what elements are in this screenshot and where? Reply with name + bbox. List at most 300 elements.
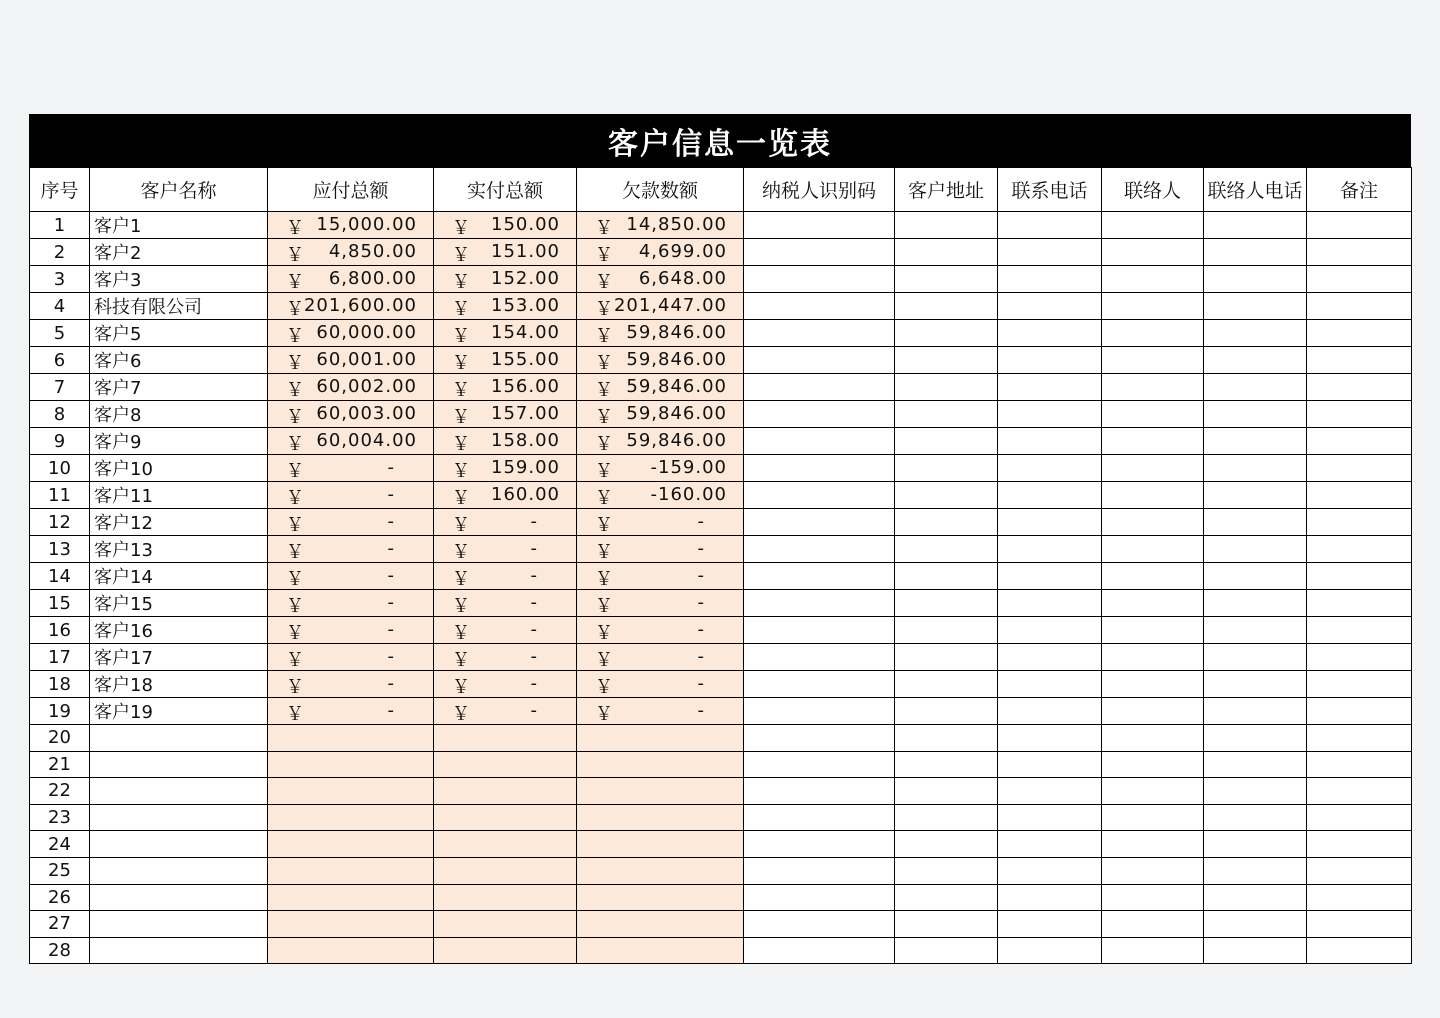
cell-contact-phone[interactable] bbox=[1204, 347, 1307, 374]
cell-no[interactable]: 25 bbox=[30, 857, 90, 884]
cell-paid[interactable] bbox=[434, 455, 577, 482]
cell-no[interactable]: 27 bbox=[30, 911, 90, 938]
cell-phone[interactable] bbox=[998, 884, 1102, 911]
cell-contact-phone[interactable] bbox=[1204, 455, 1307, 482]
cell-owed[interactable] bbox=[577, 937, 744, 964]
cell-no[interactable]: 19 bbox=[30, 698, 90, 725]
cell-payable[interactable] bbox=[268, 536, 434, 563]
cell-contact[interactable] bbox=[1102, 563, 1204, 590]
cell-notes[interactable] bbox=[1307, 401, 1412, 428]
cell-tax-id[interactable] bbox=[744, 884, 895, 911]
cell-phone[interactable] bbox=[998, 536, 1102, 563]
header-phone[interactable]: 联系电话 bbox=[998, 168, 1102, 212]
cell-no[interactable]: 1 bbox=[30, 212, 90, 239]
cell-notes[interactable] bbox=[1307, 698, 1412, 725]
cell-no[interactable]: 18 bbox=[30, 671, 90, 698]
cell-notes[interactable] bbox=[1307, 212, 1412, 239]
cell-contact-phone[interactable] bbox=[1204, 725, 1307, 752]
cell-no[interactable]: 9 bbox=[30, 428, 90, 455]
cell-tax-id[interactable] bbox=[744, 401, 895, 428]
cell-no[interactable]: 28 bbox=[30, 937, 90, 964]
cell-contact[interactable] bbox=[1102, 320, 1204, 347]
cell-no[interactable]: 11 bbox=[30, 482, 90, 509]
cell-contact-phone[interactable] bbox=[1204, 644, 1307, 671]
cell-notes[interactable] bbox=[1307, 536, 1412, 563]
cell-paid[interactable] bbox=[434, 671, 577, 698]
cell-payable[interactable] bbox=[268, 804, 434, 831]
cell-no[interactable]: 8 bbox=[30, 401, 90, 428]
cell-no[interactable]: 10 bbox=[30, 455, 90, 482]
cell-address[interactable] bbox=[895, 428, 998, 455]
cell-contact[interactable] bbox=[1102, 212, 1204, 239]
cell-no[interactable]: 23 bbox=[30, 804, 90, 831]
cell-name[interactable]: 客户18 bbox=[90, 671, 268, 698]
cell-name[interactable]: 客户10 bbox=[90, 455, 268, 482]
cell-tax-id[interactable] bbox=[744, 536, 895, 563]
cell-contact-phone[interactable] bbox=[1204, 937, 1307, 964]
cell-contact[interactable] bbox=[1102, 698, 1204, 725]
cell-contact-phone[interactable] bbox=[1204, 374, 1307, 401]
cell-contact[interactable] bbox=[1102, 536, 1204, 563]
cell-contact[interactable] bbox=[1102, 884, 1204, 911]
cell-notes[interactable] bbox=[1307, 617, 1412, 644]
cell-notes[interactable] bbox=[1307, 857, 1412, 884]
cell-name[interactable]: 客户14 bbox=[90, 563, 268, 590]
cell-payable[interactable] bbox=[268, 751, 434, 778]
cell-paid[interactable] bbox=[434, 617, 577, 644]
cell-tax-id[interactable] bbox=[744, 563, 895, 590]
cell-payable[interactable] bbox=[268, 239, 434, 266]
cell-notes[interactable] bbox=[1307, 751, 1412, 778]
cell-contact-phone[interactable] bbox=[1204, 778, 1307, 805]
cell-owed[interactable] bbox=[577, 563, 744, 590]
cell-address[interactable] bbox=[895, 590, 998, 617]
cell-contact[interactable] bbox=[1102, 401, 1204, 428]
cell-payable[interactable] bbox=[268, 401, 434, 428]
cell-tax-id[interactable] bbox=[744, 428, 895, 455]
cell-tax-id[interactable] bbox=[744, 644, 895, 671]
cell-name[interactable]: 客户15 bbox=[90, 590, 268, 617]
cell-name[interactable] bbox=[90, 937, 268, 964]
cell-paid[interactable] bbox=[434, 320, 577, 347]
cell-contact[interactable] bbox=[1102, 239, 1204, 266]
cell-contact-phone[interactable] bbox=[1204, 482, 1307, 509]
cell-no[interactable]: 4 bbox=[30, 293, 90, 320]
cell-address[interactable] bbox=[895, 374, 998, 401]
cell-contact-phone[interactable] bbox=[1204, 536, 1307, 563]
cell-phone[interactable] bbox=[998, 374, 1102, 401]
cell-paid[interactable] bbox=[434, 266, 577, 293]
cell-phone[interactable] bbox=[998, 455, 1102, 482]
cell-paid[interactable] bbox=[434, 937, 577, 964]
cell-phone[interactable] bbox=[998, 937, 1102, 964]
cell-contact-phone[interactable] bbox=[1204, 293, 1307, 320]
cell-paid[interactable] bbox=[434, 857, 577, 884]
cell-payable[interactable] bbox=[268, 698, 434, 725]
cell-no[interactable]: 16 bbox=[30, 617, 90, 644]
cell-contact[interactable] bbox=[1102, 725, 1204, 752]
cell-name[interactable] bbox=[90, 778, 268, 805]
cell-address[interactable] bbox=[895, 644, 998, 671]
cell-address[interactable] bbox=[895, 911, 998, 938]
header-contact-phone[interactable]: 联络人电话 bbox=[1204, 168, 1307, 212]
cell-contact-phone[interactable] bbox=[1204, 831, 1307, 858]
cell-phone[interactable] bbox=[998, 320, 1102, 347]
cell-payable[interactable] bbox=[268, 778, 434, 805]
cell-contact[interactable] bbox=[1102, 266, 1204, 293]
cell-tax-id[interactable] bbox=[744, 374, 895, 401]
cell-contact[interactable] bbox=[1102, 804, 1204, 831]
cell-phone[interactable] bbox=[998, 778, 1102, 805]
cell-tax-id[interactable] bbox=[744, 482, 895, 509]
cell-tax-id[interactable] bbox=[744, 831, 895, 858]
cell-name[interactable] bbox=[90, 911, 268, 938]
cell-name[interactable]: 客户16 bbox=[90, 617, 268, 644]
cell-notes[interactable] bbox=[1307, 725, 1412, 752]
cell-phone[interactable] bbox=[998, 857, 1102, 884]
cell-contact[interactable] bbox=[1102, 455, 1204, 482]
cell-paid[interactable] bbox=[434, 725, 577, 752]
cell-no[interactable]: 14 bbox=[30, 563, 90, 590]
header-contact[interactable]: 联络人 bbox=[1102, 168, 1204, 212]
cell-name[interactable]: 客户2 bbox=[90, 239, 268, 266]
cell-address[interactable] bbox=[895, 266, 998, 293]
cell-payable[interactable] bbox=[268, 347, 434, 374]
cell-notes[interactable] bbox=[1307, 671, 1412, 698]
cell-no[interactable]: 13 bbox=[30, 536, 90, 563]
cell-phone[interactable] bbox=[998, 266, 1102, 293]
cell-phone[interactable] bbox=[998, 509, 1102, 536]
cell-contact-phone[interactable] bbox=[1204, 884, 1307, 911]
cell-contact[interactable] bbox=[1102, 347, 1204, 374]
cell-owed[interactable] bbox=[577, 482, 744, 509]
cell-name[interactable]: 客户19 bbox=[90, 698, 268, 725]
cell-phone[interactable] bbox=[998, 698, 1102, 725]
cell-owed[interactable] bbox=[577, 778, 744, 805]
cell-payable[interactable] bbox=[268, 725, 434, 752]
cell-paid[interactable] bbox=[434, 911, 577, 938]
header-payable[interactable]: 应付总额 bbox=[268, 168, 434, 212]
cell-owed[interactable] bbox=[577, 751, 744, 778]
cell-paid[interactable] bbox=[434, 563, 577, 590]
cell-tax-id[interactable] bbox=[744, 266, 895, 293]
cell-tax-id[interactable] bbox=[744, 347, 895, 374]
cell-payable[interactable] bbox=[268, 884, 434, 911]
cell-phone[interactable] bbox=[998, 617, 1102, 644]
cell-payable[interactable] bbox=[268, 455, 434, 482]
cell-contact-phone[interactable] bbox=[1204, 751, 1307, 778]
cell-contact[interactable] bbox=[1102, 857, 1204, 884]
cell-address[interactable] bbox=[895, 725, 998, 752]
cell-phone[interactable] bbox=[998, 482, 1102, 509]
cell-notes[interactable] bbox=[1307, 239, 1412, 266]
cell-no[interactable]: 12 bbox=[30, 509, 90, 536]
cell-address[interactable] bbox=[895, 804, 998, 831]
cell-contact[interactable] bbox=[1102, 617, 1204, 644]
cell-paid[interactable] bbox=[434, 347, 577, 374]
cell-address[interactable] bbox=[895, 698, 998, 725]
cell-owed[interactable] bbox=[577, 455, 744, 482]
cell-contact[interactable] bbox=[1102, 671, 1204, 698]
cell-contact[interactable] bbox=[1102, 644, 1204, 671]
cell-paid[interactable] bbox=[434, 509, 577, 536]
cell-address[interactable] bbox=[895, 778, 998, 805]
cell-name[interactable]: 客户5 bbox=[90, 320, 268, 347]
cell-contact-phone[interactable] bbox=[1204, 428, 1307, 455]
cell-owed[interactable] bbox=[577, 617, 744, 644]
cell-contact[interactable] bbox=[1102, 751, 1204, 778]
cell-owed[interactable] bbox=[577, 857, 744, 884]
cell-notes[interactable] bbox=[1307, 563, 1412, 590]
cell-tax-id[interactable] bbox=[744, 937, 895, 964]
cell-contact-phone[interactable] bbox=[1204, 698, 1307, 725]
cell-tax-id[interactable] bbox=[744, 590, 895, 617]
cell-name[interactable] bbox=[90, 725, 268, 752]
cell-tax-id[interactable] bbox=[744, 509, 895, 536]
cell-tax-id[interactable] bbox=[744, 671, 895, 698]
cell-notes[interactable] bbox=[1307, 804, 1412, 831]
cell-notes[interactable] bbox=[1307, 455, 1412, 482]
cell-contact-phone[interactable] bbox=[1204, 804, 1307, 831]
header-address[interactable]: 客户地址 bbox=[895, 168, 998, 212]
cell-no[interactable]: 22 bbox=[30, 778, 90, 805]
cell-owed[interactable] bbox=[577, 536, 744, 563]
cell-notes[interactable] bbox=[1307, 884, 1412, 911]
cell-no[interactable]: 26 bbox=[30, 884, 90, 911]
header-name[interactable]: 客户名称 bbox=[90, 168, 268, 212]
cell-address[interactable] bbox=[895, 482, 998, 509]
cell-payable[interactable] bbox=[268, 320, 434, 347]
cell-name[interactable]: 客户13 bbox=[90, 536, 268, 563]
cell-payable[interactable] bbox=[268, 428, 434, 455]
cell-contact-phone[interactable] bbox=[1204, 509, 1307, 536]
cell-owed[interactable] bbox=[577, 831, 744, 858]
cell-owed[interactable] bbox=[577, 911, 744, 938]
cell-phone[interactable] bbox=[998, 212, 1102, 239]
cell-name[interactable] bbox=[90, 857, 268, 884]
cell-name[interactable]: 客户11 bbox=[90, 482, 268, 509]
cell-no[interactable]: 3 bbox=[30, 266, 90, 293]
cell-notes[interactable] bbox=[1307, 911, 1412, 938]
cell-paid[interactable] bbox=[434, 804, 577, 831]
cell-contact-phone[interactable] bbox=[1204, 671, 1307, 698]
cell-name[interactable]: 客户12 bbox=[90, 509, 268, 536]
cell-address[interactable] bbox=[895, 536, 998, 563]
cell-no[interactable]: 5 bbox=[30, 320, 90, 347]
cell-payable[interactable] bbox=[268, 857, 434, 884]
cell-payable[interactable] bbox=[268, 590, 434, 617]
cell-contact[interactable] bbox=[1102, 590, 1204, 617]
cell-owed[interactable] bbox=[577, 266, 744, 293]
cell-name[interactable] bbox=[90, 884, 268, 911]
cell-name[interactable]: 客户1 bbox=[90, 212, 268, 239]
cell-paid[interactable] bbox=[434, 751, 577, 778]
cell-phone[interactable] bbox=[998, 725, 1102, 752]
cell-notes[interactable] bbox=[1307, 509, 1412, 536]
cell-contact-phone[interactable] bbox=[1204, 401, 1307, 428]
cell-payable[interactable] bbox=[268, 563, 434, 590]
cell-notes[interactable] bbox=[1307, 320, 1412, 347]
cell-name[interactable]: 客户8 bbox=[90, 401, 268, 428]
cell-name[interactable]: 客户9 bbox=[90, 428, 268, 455]
cell-no[interactable]: 24 bbox=[30, 831, 90, 858]
cell-name[interactable]: 客户7 bbox=[90, 374, 268, 401]
cell-phone[interactable] bbox=[998, 401, 1102, 428]
cell-notes[interactable] bbox=[1307, 374, 1412, 401]
cell-tax-id[interactable] bbox=[744, 751, 895, 778]
cell-payable[interactable] bbox=[268, 212, 434, 239]
cell-address[interactable] bbox=[895, 937, 998, 964]
cell-address[interactable] bbox=[895, 401, 998, 428]
cell-tax-id[interactable] bbox=[744, 212, 895, 239]
cell-contact-phone[interactable] bbox=[1204, 563, 1307, 590]
cell-address[interactable] bbox=[895, 671, 998, 698]
cell-address[interactable] bbox=[895, 857, 998, 884]
cell-payable[interactable] bbox=[268, 644, 434, 671]
cell-paid[interactable] bbox=[434, 884, 577, 911]
cell-tax-id[interactable] bbox=[744, 778, 895, 805]
cell-tax-id[interactable] bbox=[744, 857, 895, 884]
cell-owed[interactable] bbox=[577, 239, 744, 266]
cell-address[interactable] bbox=[895, 455, 998, 482]
cell-payable[interactable] bbox=[268, 911, 434, 938]
cell-paid[interactable] bbox=[434, 212, 577, 239]
cell-contact-phone[interactable] bbox=[1204, 590, 1307, 617]
cell-tax-id[interactable] bbox=[744, 239, 895, 266]
cell-notes[interactable] bbox=[1307, 266, 1412, 293]
cell-name[interactable]: 科技有限公司 bbox=[90, 293, 268, 320]
header-notes[interactable]: 备注 bbox=[1307, 168, 1412, 212]
cell-phone[interactable] bbox=[998, 239, 1102, 266]
cell-name[interactable] bbox=[90, 804, 268, 831]
cell-paid[interactable] bbox=[434, 293, 577, 320]
cell-paid[interactable] bbox=[434, 428, 577, 455]
cell-owed[interactable] bbox=[577, 644, 744, 671]
cell-contact[interactable] bbox=[1102, 831, 1204, 858]
cell-notes[interactable] bbox=[1307, 644, 1412, 671]
cell-notes[interactable] bbox=[1307, 482, 1412, 509]
cell-owed[interactable] bbox=[577, 671, 744, 698]
cell-name[interactable] bbox=[90, 831, 268, 858]
header-paid[interactable]: 实付总额 bbox=[434, 168, 577, 212]
cell-paid[interactable] bbox=[434, 590, 577, 617]
cell-owed[interactable] bbox=[577, 725, 744, 752]
cell-paid[interactable] bbox=[434, 536, 577, 563]
cell-paid[interactable] bbox=[434, 778, 577, 805]
cell-owed[interactable] bbox=[577, 590, 744, 617]
cell-payable[interactable] bbox=[268, 293, 434, 320]
cell-phone[interactable] bbox=[998, 671, 1102, 698]
cell-no[interactable]: 17 bbox=[30, 644, 90, 671]
cell-owed[interactable] bbox=[577, 293, 744, 320]
cell-contact-phone[interactable] bbox=[1204, 266, 1307, 293]
cell-paid[interactable] bbox=[434, 401, 577, 428]
cell-contact[interactable] bbox=[1102, 911, 1204, 938]
cell-tax-id[interactable] bbox=[744, 911, 895, 938]
cell-address[interactable] bbox=[895, 509, 998, 536]
cell-paid[interactable] bbox=[434, 374, 577, 401]
cell-contact-phone[interactable] bbox=[1204, 911, 1307, 938]
cell-name[interactable]: 客户6 bbox=[90, 347, 268, 374]
cell-phone[interactable] bbox=[998, 347, 1102, 374]
cell-phone[interactable] bbox=[998, 751, 1102, 778]
cell-notes[interactable] bbox=[1307, 347, 1412, 374]
cell-owed[interactable] bbox=[577, 212, 744, 239]
header-tax-id[interactable]: 纳税人识别码 bbox=[744, 168, 895, 212]
cell-payable[interactable] bbox=[268, 374, 434, 401]
cell-paid[interactable] bbox=[434, 239, 577, 266]
cell-no[interactable]: 6 bbox=[30, 347, 90, 374]
cell-contact[interactable] bbox=[1102, 428, 1204, 455]
cell-contact-phone[interactable] bbox=[1204, 212, 1307, 239]
cell-contact-phone[interactable] bbox=[1204, 320, 1307, 347]
cell-address[interactable] bbox=[895, 617, 998, 644]
cell-phone[interactable] bbox=[998, 831, 1102, 858]
cell-contact-phone[interactable] bbox=[1204, 857, 1307, 884]
cell-notes[interactable] bbox=[1307, 937, 1412, 964]
cell-payable[interactable] bbox=[268, 266, 434, 293]
cell-contact[interactable] bbox=[1102, 778, 1204, 805]
cell-owed[interactable] bbox=[577, 428, 744, 455]
cell-owed[interactable] bbox=[577, 698, 744, 725]
cell-tax-id[interactable] bbox=[744, 455, 895, 482]
cell-name[interactable]: 客户3 bbox=[90, 266, 268, 293]
cell-phone[interactable] bbox=[998, 804, 1102, 831]
cell-no[interactable]: 15 bbox=[30, 590, 90, 617]
cell-paid[interactable] bbox=[434, 482, 577, 509]
cell-tax-id[interactable] bbox=[744, 320, 895, 347]
cell-phone[interactable] bbox=[998, 644, 1102, 671]
cell-address[interactable] bbox=[895, 563, 998, 590]
header-no[interactable]: 序号 bbox=[30, 168, 90, 212]
cell-paid[interactable] bbox=[434, 698, 577, 725]
cell-contact[interactable] bbox=[1102, 509, 1204, 536]
cell-notes[interactable] bbox=[1307, 831, 1412, 858]
cell-contact[interactable] bbox=[1102, 937, 1204, 964]
cell-payable[interactable] bbox=[268, 937, 434, 964]
cell-tax-id[interactable] bbox=[744, 617, 895, 644]
cell-no[interactable]: 21 bbox=[30, 751, 90, 778]
cell-phone[interactable] bbox=[998, 563, 1102, 590]
cell-address[interactable] bbox=[895, 212, 998, 239]
cell-tax-id[interactable] bbox=[744, 725, 895, 752]
cell-contact[interactable] bbox=[1102, 293, 1204, 320]
cell-name[interactable] bbox=[90, 751, 268, 778]
cell-phone[interactable] bbox=[998, 590, 1102, 617]
cell-address[interactable] bbox=[895, 884, 998, 911]
cell-notes[interactable] bbox=[1307, 590, 1412, 617]
cell-contact-phone[interactable] bbox=[1204, 617, 1307, 644]
cell-owed[interactable] bbox=[577, 374, 744, 401]
cell-contact-phone[interactable] bbox=[1204, 239, 1307, 266]
cell-contact[interactable] bbox=[1102, 374, 1204, 401]
cell-phone[interactable] bbox=[998, 911, 1102, 938]
cell-owed[interactable] bbox=[577, 884, 744, 911]
cell-tax-id[interactable] bbox=[744, 293, 895, 320]
cell-payable[interactable] bbox=[268, 831, 434, 858]
cell-address[interactable] bbox=[895, 831, 998, 858]
cell-owed[interactable] bbox=[577, 347, 744, 374]
cell-address[interactable] bbox=[895, 293, 998, 320]
cell-tax-id[interactable] bbox=[744, 698, 895, 725]
cell-owed[interactable] bbox=[577, 509, 744, 536]
cell-paid[interactable] bbox=[434, 831, 577, 858]
cell-owed[interactable] bbox=[577, 320, 744, 347]
cell-address[interactable] bbox=[895, 239, 998, 266]
cell-notes[interactable] bbox=[1307, 778, 1412, 805]
cell-phone[interactable] bbox=[998, 293, 1102, 320]
cell-payable[interactable] bbox=[268, 617, 434, 644]
